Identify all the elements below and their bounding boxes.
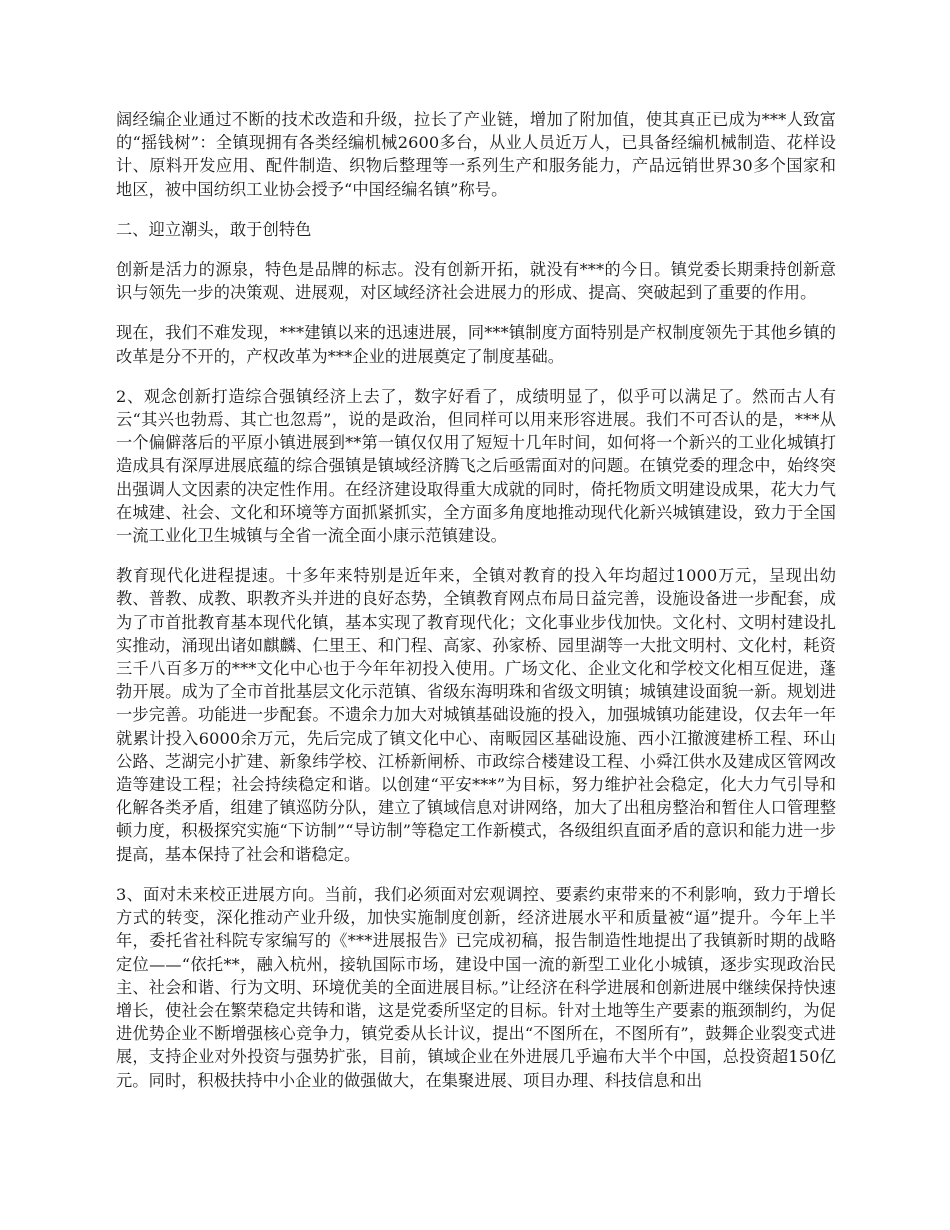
paragraph-innovation-vitality: 创新是活力的源泉，特色是品牌的标志。没有创新开拓，就没有***的今日。镇党委长期秉持创新意识与领先一步的决策观、进展观，对区域经济社会进展力的形成、提高、突破起到了重要的作用。 — [116, 260, 836, 303]
paragraph-property-reform: 现在，我们不难发现，***建镇以来的迅速进展，同***镇制度方面特别是产权制度领先于其他乡镇的改革是分不开的，产权改革为***企业的进展奠定了制度基础。 — [116, 323, 836, 366]
paragraph-concept-innovation: 2、观念创新打造综合强镇经济上去了，数字好看了，成绩明显了，似乎可以满足了。然而古人有云“其兴也勃焉、其亡也忽焉”，说的是政治，但同样可以用来形容进展。我们不可否认的是，***从一个偏僻落后的平原小镇进展到**第一镇仅仅用了短短十几年时间，如何将一个新兴的工业化城镇打造成具有深厚进展底蕴的综合强镇是镇域经济腾飞之后亟需面对的问题。在镇党委的理念中，始终突出强调人文因素的决定性作用。在经济建设取得重大成就的同时，倚托物质文明建设成果，花大力气在城建、社会、文化和环境等方面抓紧抓实，全方面多角度地推动现代化新兴城镇建设，致力于全国一流工业化卫生城镇与全省一流全面小康示范镇建设。 — [116, 386, 836, 546]
paragraph-education-modernization: 教育现代化进程提速。十多年来特别是近年来，全镇对教育的投入年均超过1000万元，呈现出幼教、普教、成教、职教齐头并进的良好态势，全镇教育网点布局日益完善，设施设备进一步配套，成为了市首批教育基本现代化镇，基本实现了教育现代化；文化事业步伐加快。文化村、文明村建设扎实推动，涌现出诸如麒麟、仁里王、和门程、高家、孙家桥、园里湖等一大批文明村、文化村，耗资三千八百多万的***文化中心也于今年年初投入使用。广场文化、企业文化和学校文化相互促进，蓬勃开展。成为了全市首批基层文化示范镇、省级东海明珠和省级文明镇；城镇建设面貌一新。规划进一步完善。功能进一步配套。不遗余力加大对城镇基础设施的投入，加强城镇功能建设，仅去年一年就累计投入6000余万元，先后完成了镇文化中心、南畈园区基础设施、西小江撤渡建桥工程、环山公路、芝湖完小扩建、新象纬学校、江桥新闸桥、市政综合楼建设工程、小舜江供水及建成区管网改造等建设工程；社会持续稳定和谐。以创建“平安***”为目标，努力维护社会稳定，化大力气引导和化解各类矛盾，组建了镇巡防分队，建立了镇域信息对讲网络，加大了出租房整治和暂住人口管理整顿力度，积极探究实施“下访制”“导访制”等稳定工作新模式，各级组织直面矛盾的意识和能力进一步提高，基本保持了社会和谐稳定。 — [116, 566, 836, 864]
paragraph-future-direction: 3、面对未来校正进展方向。当前，我们必须面对宏观调控、要素约束带来的不利影响，致力于增长方式的转变，深化推动产业升级，加快实施制度创新，经济进展水平和质量被“逼”提升。今年上半年，委托省社科院专家编写的《***进展报告》已完成初稿，报告制造性地提出了我镇新时期的战略定位——“依托**，融入杭州，接轨国际市场，建设中国一流的新型工业化小城镇，逐步实现政治民主、社会和谐、行为文明、环境优美的全面进展目标。”让经济在科学进展和创新进展中继续保持快速增长，使社会在繁荣稳定共铸和谐，这是党委所坚定的目标。针对土地等生产要素的瓶颈制约，为促进优势企业不断增强核心竞争力，镇党委从长计议，提出“不图所在，不图所有”，鼓舞企业裂变式进展，支持企业对外投资与强势扩张，目前，镇域企业在外进展几乎遍布大半个中国，总投资超150亿元。同时，积极扶持中小企业的做强做大，在集聚进展、项目办理、科技信息和出 — [116, 884, 836, 1090]
paragraph-warp-knitting-industry: 阔经编企业通过不断的技术改造和升级，拉长了产业链，增加了附加值，使其真正已成为***人致富的“摇钱树”：全镇现拥有各类经编机械2600多台，从业人员近万人，已具备经编机械制造、花样设计、原料开发应用、配件制造、织物后整理等一系列生产和服务能力，产品远销世界30多个国家和地区，被中国纺织工业协会授予“中国经编名镇”称号。 — [116, 110, 836, 199]
document-body — [116, 108, 836, 1109]
section-heading-innovation: 二、迎立潮头，敢于创特色 — [116, 219, 312, 239]
